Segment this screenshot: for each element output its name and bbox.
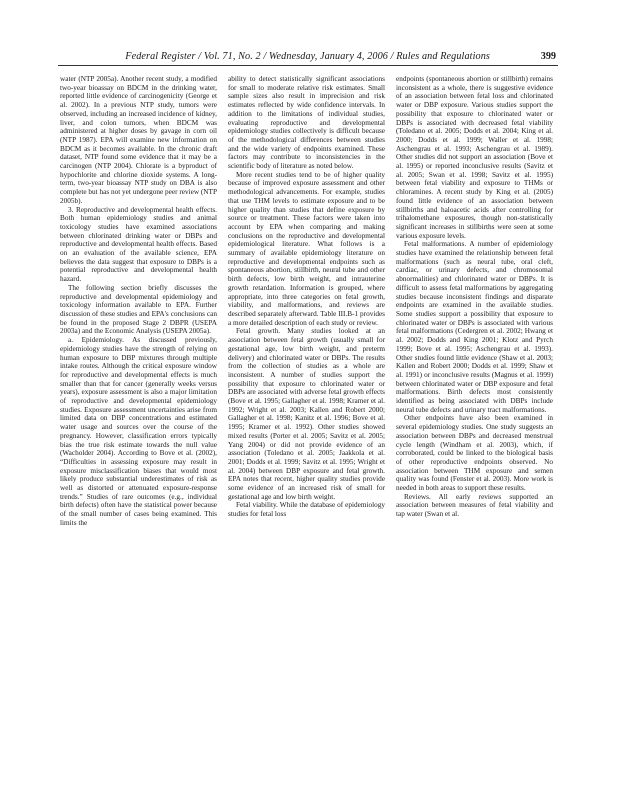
page-number: 399 (540, 51, 556, 62)
text-column-2 (228, 75, 385, 775)
paragraph: Fetal viability. While the database of epidemiology studies for fetal loss (228, 501, 385, 519)
running-title: Federal Register / Vol. 71, No. 2 / Wednesday, January 4, 2006 / Rules and Regulations (125, 51, 490, 62)
text-column-1 (60, 75, 217, 775)
paragraph: 3. Reproductive and developmental health effects. Both human epidemiology studies and animal toxicology studies have examined associations between chlorinated drinking water or DBPs and reproductive and developmental health effects. Based on an evaluation of the available science, EPA believes the data suggest that exposure to DBPs is a potential reproductive and developmental health hazard. (60, 205, 217, 284)
paragraph: More recent studies tend to be of higher quality because of improved exposure assessment and other methodological advancements. For example, studies that use THM levels to estimate exposure and to be higher quality than studies that define exposure by source or treatment. These factors were taken into account by EPA when comparing and making conclusions on the reproductive and developmental epidemiological literature. What follows is a summary of available epidemiology literature on reproductive and developmental endpoints such as spontaneous abortion, stillbirth, neural tube and other birth defects, low birth weight, and intrauterine growth retardation. Information is grouped, where appropriate, into three categories on fetal growth, viability, and malformations, and reviews are described separately afterward. Table III.B-1 provides a more detailed description of each study or review. (228, 170, 385, 327)
paragraph: endpoints (spontaneous abortion or stillbirth) remains inconsistent as a whole, there is suggestive evidence of an association between fetal loss and chlorinated water or DBP exposure. Various studies support the possibility that exposure to chlorinated water or DBPs is associated with decreased fetal viability (Toledano et al. 2005; Dodds et al. 2004; King et al. 2000; Dodds et al. 1999; Waller et al. 1998; Aschengrau et al. 1993; Aschengrau et al. 1989). Other studies did not support an association (Bove et al. 1995) or reported inconclusive results (Savitz et al. 2005; Swan et al. 1998; Savitz et al. 1995) between fetal viability and exposure to THMs or chloramines. A recent study by King et al. (2005) found little evidence of an association between stillbirths and haloacetic acids after controlling for trihalomethane exposures, though non-statistically significant increases in stillbirths were seen at some various exposure levels. (396, 75, 553, 240)
paragraph: Other endpoints have also been examined in several epidemiology studies. One study suggests an association between DBPs and decreased menstrual cycle length (Windham et al. 2003), which, if corroborated, could be linked to the biological basis of other reproductive endpoints observed. No association between THM exposure and semen quality was found (Fenster et al. 2003). More work is needed in both areas to support these results. (396, 414, 553, 493)
paragraph: ability to detect statistically significant associations for small to moderate relative risk estimates. Small sample sizes also result in imprecision and risk estimates reflected by wide confidence intervals. In addition to the limitations of individual studies, evaluating reproductive and developmental epidemiology studies collectively is difficult because of the methodological differences between studies and the wide variety of endpoints examined. These factors may contribute to inconsistencies in the scientific body of literature as noted below. (228, 75, 385, 171)
paragraph: Reviews. All early reviews supported an association between measures of fetal viability and tap water (Swan et al. (396, 492, 553, 519)
running-header (58, 51, 558, 66)
paragraph: water (NTP 2005a). Another recent study, a modified two-year bioassay on BDCM in the drinking water, reported little evidence of carcinogenicity (George et al. 2002). In a previous NTP study, tumors were observed, including an increased incidence of kidney, liver, and colon tumors, when BDCM was administered at higher doses by gavage in corn oil (NTP 1987). EPA will examine new information on BDCM as it becomes available. In the chronic draft dataset, NTP found some evidence that it may be a carcinogen (NTP 2004). Chlorate is a byproduct of hypochlorite and chlorine dioxide systems. A long-term, two-year bioassay NTP study on DBA is also complete but has not yet undergone peer review (NTP 2005b). (60, 75, 217, 205)
text-column-3 (396, 75, 553, 775)
paragraph: a. Epidemiology. As discussed previously, epidemiology studies have the strength of relying on human exposure to DBP mixtures through multiple intake routes. Although the critical exposure window for reproductive and developmental effects is much smaller than that for cancer (generally weeks versus years), exposure assessment is also a major limitation of reproductive and developmental epidemiology studies. Exposure assessment uncertainties arise from limited data on DBP concentrations and estimated water usage and sources over the course of the pregnancy. However, classification errors typically bias the true risk estimate towards the null value (Wacholder 2004). According to Bove et al. (2002), “Difficulties in assessing exposure may result in exposure misclassification biases that would most likely produce substantial underestimates of risk as well as distorted or attenuated exposure-response trends.” Studies of rare outcomes (e.g., individual birth defects) often have the statistical power because of the small number of cases being examined. This limits the (60, 336, 217, 527)
paragraph: Fetal growth. Many studies looked at an association between fetal growth (usually small for gestational age, low birth weight, and preterm delivery) and chlorinated water or DBPs. The results from the collection of studies as a whole are inconsistent. A number of studies support the possibility that exposure to chlorinated water or DBPs are associated with adverse fetal growth effects (Bove et al. 1995; Gallagher et al. 1998; Kramer et al. 1992; Wright et al. 2003; Kallen and Robert 2000; Gallagher et al. 1998; Kanitz et al. 1996; Bove et al. 1995; Kramer et al. 1992). Other studies showed mixed results (Porter et al. 2005; Savitz et al. 2005; Yang 2004) or did not provide evidence of an association (Toledano et al. 2005; Jaakkola et al. 2001; Dodds et al. 1999; Savitz et al. 1995; Wright et al. 2004) between DBP exposure and fetal growth. EPA notes that recent, higher quality studies provide some evidence of an increased risk of small for gestational age and low birth weight. (228, 327, 385, 501)
paragraph: Fetal malformations. A number of epidemiology studies have examined the relationship between fetal malformations (such as neural tube, oral cleft, cardiac, or urinary defects, and chromosomal abnormalities) and chlorinated water or DBPs. It is difficult to assess fetal malformations by aggregating studies because inconsistent findings and disparate endpoints are examined in the available studies. Some studies support a possibility that exposure to chlorinated water or DBPs is associated with various fetal malformations (Cedergren et al. 2002; Hwang et al. 2002; Dodds and King 2001; Klotz and Pyrch 1999; Bove et al. 1995; Aschengrau et al. 1993). Other studies found little evidence (Shaw et al. 2003; Kallen and Robert 2000; Dodds et al. 1999; Shaw et al. 1991) or inconclusive results (Magnus et al. 1999) between chlorinated water or DBP exposure and fetal malformations. Birth defects most consistently identified as being associated with DBPs include neural tube defects and urinary tract malformations. (396, 240, 553, 414)
paragraph: The following section briefly discusses the reproductive and developmental epidemiology and toxicology information available to EPA. Further discussion of these studies and EPA's conclusions can be found in the proposed Stage 2 DBPR (USEPA 2003a) and the Economic Analysis (USEPA 2005a). (60, 283, 217, 336)
